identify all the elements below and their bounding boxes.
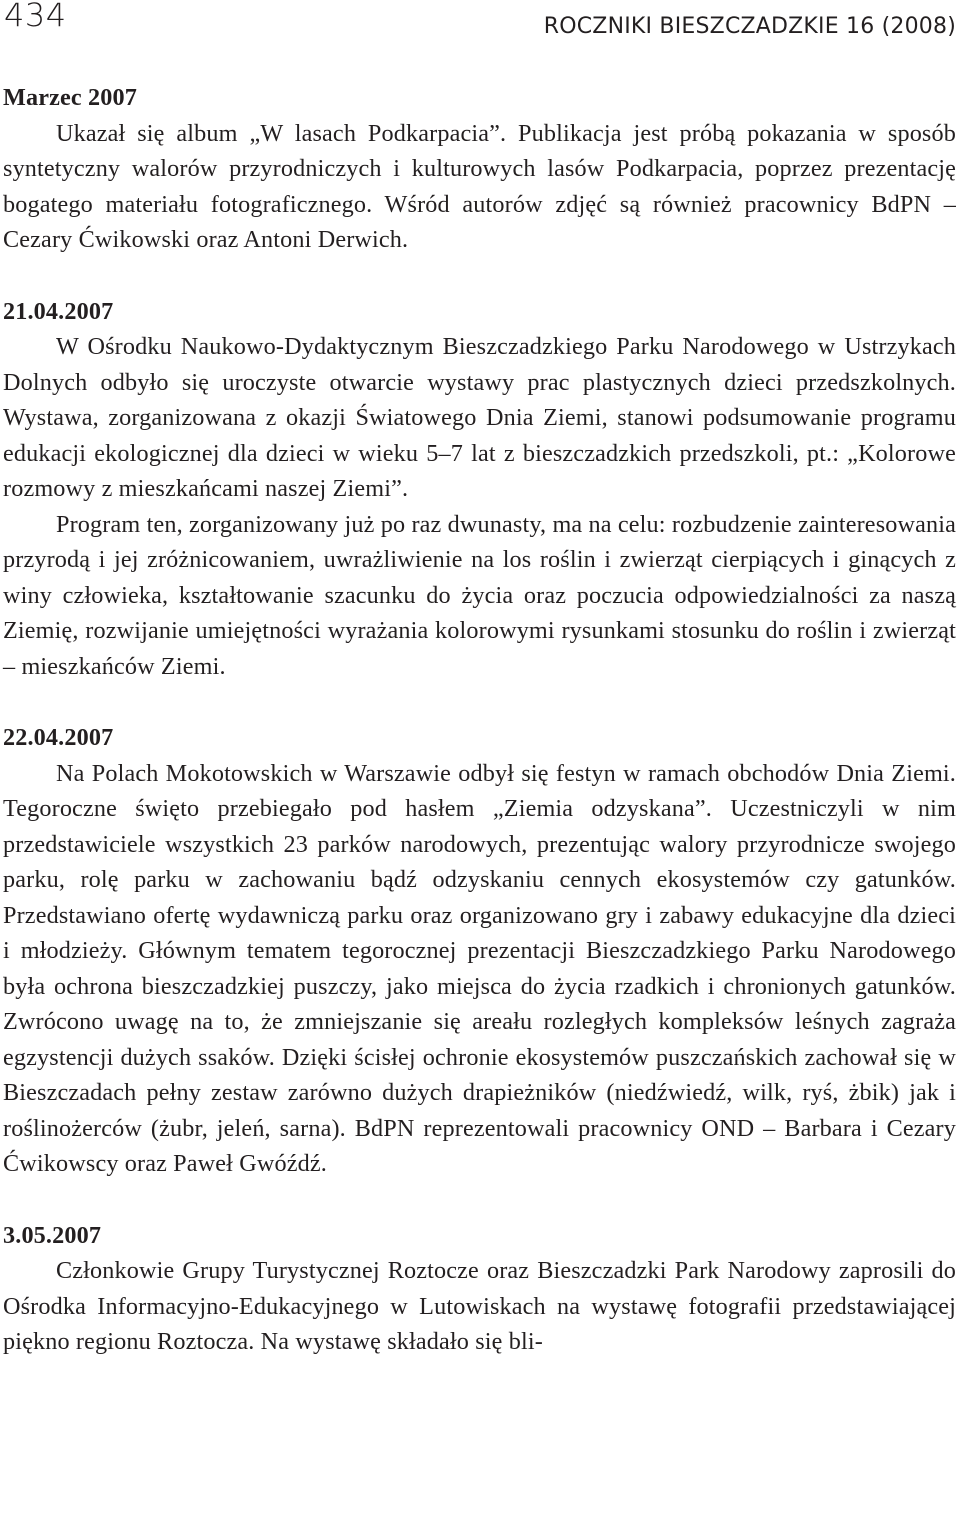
- entry-date: 21.04.2007: [3, 297, 114, 325]
- article-body: [3, 80, 956, 1396]
- page-number: 434: [4, 0, 67, 34]
- entry-date: 3.05.2007: [3, 1221, 102, 1249]
- chronicle-entry: [3, 80, 956, 258]
- running-title: ROCZNIKI BIESZCZADZKIE 16 (2008): [543, 14, 956, 39]
- chronicle-entry: [3, 1218, 956, 1360]
- entry-date: 22.04.2007: [3, 724, 114, 751]
- entry-paragraph: Na Polach Mokotowskich w Warszawie odbył się festyn w ramach obchodów Dnia Ziemi. Tegoroczne święto przebiegało pod hasłem „Ziemia odzyskana”. Uczestniczyli w nim przedstawiciele wszystkich 23 parków narodowych, prezentując walory przyrodnicze swojego parku, rolę parku w zachowaniu bądź odzyskaniu cennych ekosystemów czy gatunków. Przedstawiano ofertę wydawniczą parku oraz organizowano gry i zabawy edukacyjne dla dzieci i młodzieży. Głównym tematem tegorocznej prezentacji Bieszczadzkiego Parku Narodowego była ochrona bieszczadzkiej puszczy, jako miejsca do życia rzadkich i chronionych gatunków. Zwrócono uwagę na to, że zmniejszanie się areału rozległych kompleksów leśnych zagraża egzystencji dużych ssaków. Dzięki ścisłej ochronie ekosystemów puszczańskich zachował się w Bieszczadach pełny zestaw zarówno dużych drapieżników (niedźwiedź, wilk, ryś, żbik) jak i roślinożerców (żubr, jeleń, sarna). BdPN reprezentowali pracownicy OND – Barbara i Cezary Ćwikowscy oraz Paweł Gwóźdź.: [3, 759, 956, 1177]
- entry-paragraph: Ukazał się album „W lasach Podkarpacia”. Publikacja jest próbą pokazania w sposób syntetyczny walorów przyrodniczych i kulturowych lasów Podkarpacia, poprzez prezentację bogatego materiału fotograficznego. Wśród autorów zdjęć są również pracownicy BdPN – Cezary Ćwikowski oraz Antoni Derwich.: [3, 119, 956, 253]
- page-header: [0, 0, 960, 60]
- entry-paragraph: Członkowie Grupy Turystycznej Roztocze oraz Bieszczadzki Park Narodowy zaprosili do Ośrodka Informacyjno-Edukacyjnego w Lutowiskach na wystawę fotografii przedstawiającej piękno regionu Roztocza. Na wystawę składało się bli-: [3, 1257, 956, 1355]
- entry-paragraph: Program ten, zorganizowany już po raz dwunasty, ma na celu: rozbudzenie zainteresowania przyrodą i jej zróżnicowaniem, uwrażliwienie na los roślin i zwierząt cierpiących i ginących z winy człowieka, kształtowanie szacunku do życia oraz poczucia odpowiedzialności za naszą Ziemię, rozwijanie umiejętności wyrażania kolorowymi rysunkami stosunku do roślin i zwierząt – mieszkańców Ziemi.: [3, 510, 956, 680]
- entry-paragraph: W Ośrodku Naukowo-Dydaktycznym Bieszczadzkiego Parku Narodowego w Ustrzykach Dolnych odbyło się uroczyste otwarcie wystawy prac plastycznych dzieci przedszkolnych. Wystawa, zorganizowana z okazji Światowego Dnia Ziemi, stanowi podsumowanie programu edukacji ekologicznej dla dzieci w wieku 5–7 lat z bieszczadzkich przedszkoli, pt.: „Kolorowe rozmowy z mieszkańcami naszej Ziemi”.: [3, 333, 956, 502]
- chronicle-entry: [3, 294, 956, 685]
- entry-date: Marzec 2007: [3, 84, 137, 111]
- chronicle-entry: [3, 720, 956, 1182]
